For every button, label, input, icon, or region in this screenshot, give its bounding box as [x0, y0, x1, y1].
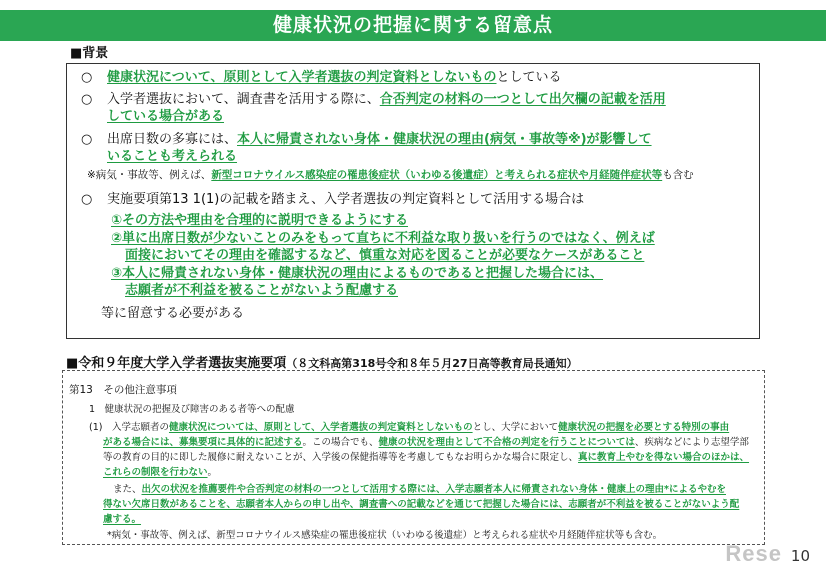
article-heading: 第13 その他注意事項: [69, 384, 177, 396]
sub-item-2: ②単に出席日数が少ないことのみをもって直ちに不利益な取り扱いを行うのではなく、例えば: [111, 231, 655, 246]
bullet-item-1: ○ 健康状況について、原則として入学者選抜の判定資料としないものとしている: [81, 70, 562, 85]
bullet-item-2-cont: している場合がある: [107, 109, 225, 124]
article-subheading: 1 健康状況の把握及び障害のある者等への配慮: [89, 404, 295, 415]
paragraph-line-4: これらの制限を行わない。: [103, 467, 218, 478]
paragraph-line-1: (1) 入学志願者の健康状況については、原則として、入学者選抜の判定資料としないものとし、大学において健康状況の把握を必要とする特別の事由: [89, 422, 730, 433]
paragraph-line-2: がある場合には、募集要項に具体的に記述する。この場合でも、健康の状況を理由として不合格の判定を行うことについては、疾病などにより志望学部: [103, 437, 749, 448]
footnote-illness: ※病気・事故等、例えば、新型コロナウイルス感染症の罹患後症状（いわゆる後遺症）と考えられる症状や月経随伴症状等も含む: [87, 169, 694, 181]
sub-item-3: ③本人に帰責されない身体・健康状況の理由によるものであると把握した場合には、: [111, 266, 604, 281]
guidelines-footnote: *病気・事故等、例えば、新型コロナウイルス感染症の罹患後症状（いわゆる後遺症）と考えられる症状や月経随伴症状等も含む。: [107, 530, 663, 541]
page-number: 10: [790, 547, 810, 565]
bullet-item-2: ○ 入学者選抜において、調査書を活用する際に、合否判定の材料の一つとして出欠欄の記載を活用: [81, 92, 666, 107]
sub-item-2-cont: 面接においてその理由を確認するなど、慎重な対応を図ることが必要なケースがあること: [125, 248, 645, 263]
bullet-item-3-cont: いることも考えられる: [107, 149, 238, 164]
bullet-item-3: ○ 出席日数の多寡には、本人に帰責されない身体・健康状況の理由(病気・事故等※)が影響して: [81, 132, 652, 147]
paragraph-line-7: 慮する。: [103, 514, 142, 525]
watermark-logo: Rese: [725, 541, 782, 566]
paragraph-line-3: 等の教育の目的に即した履修に耐えないことが、入学後の保健指導等を考慮してもなお明らかな場合に限定し、真に教育上やむを得ない場合のほかは、: [103, 452, 750, 463]
closing-text: 等に留意する必要がある: [101, 306, 245, 321]
background-box: [66, 63, 760, 339]
guidelines-box: [62, 370, 765, 545]
section-heading-background: ■背景: [70, 46, 109, 61]
bullet-item-4: ○ 実施要項第13 1(1)の記載を踏まえ、入学者選抜の判定資料として活用する場合は: [81, 192, 585, 207]
paragraph-line-6: 得ない欠席日数があることを、志願者本人からの申し出や、調査書への記載などを通じて把握した場合には、志願者が不利益を被ることがないよう配: [103, 499, 740, 510]
sub-item-3-cont: 志願者が不利益を被ることがないよう配慮する: [125, 283, 399, 298]
paragraph-line-5: また、出欠の状況を推薦要件や合否判定の材料の一つとして活用する際には、入学志願者本人に帰責されない身体・健康上の理由*によるやむを: [113, 484, 726, 495]
section-heading-guidelines: ■令和９年度大学入学者選抜実施要項（８文科高第318号令和８年５月27日高等教育局長通知）: [66, 356, 578, 371]
sub-item-1: ①その方法や理由を合理的に説明できるようにする: [111, 213, 409, 228]
page-title: 健康状況の把握に関する留意点: [0, 10, 826, 41]
